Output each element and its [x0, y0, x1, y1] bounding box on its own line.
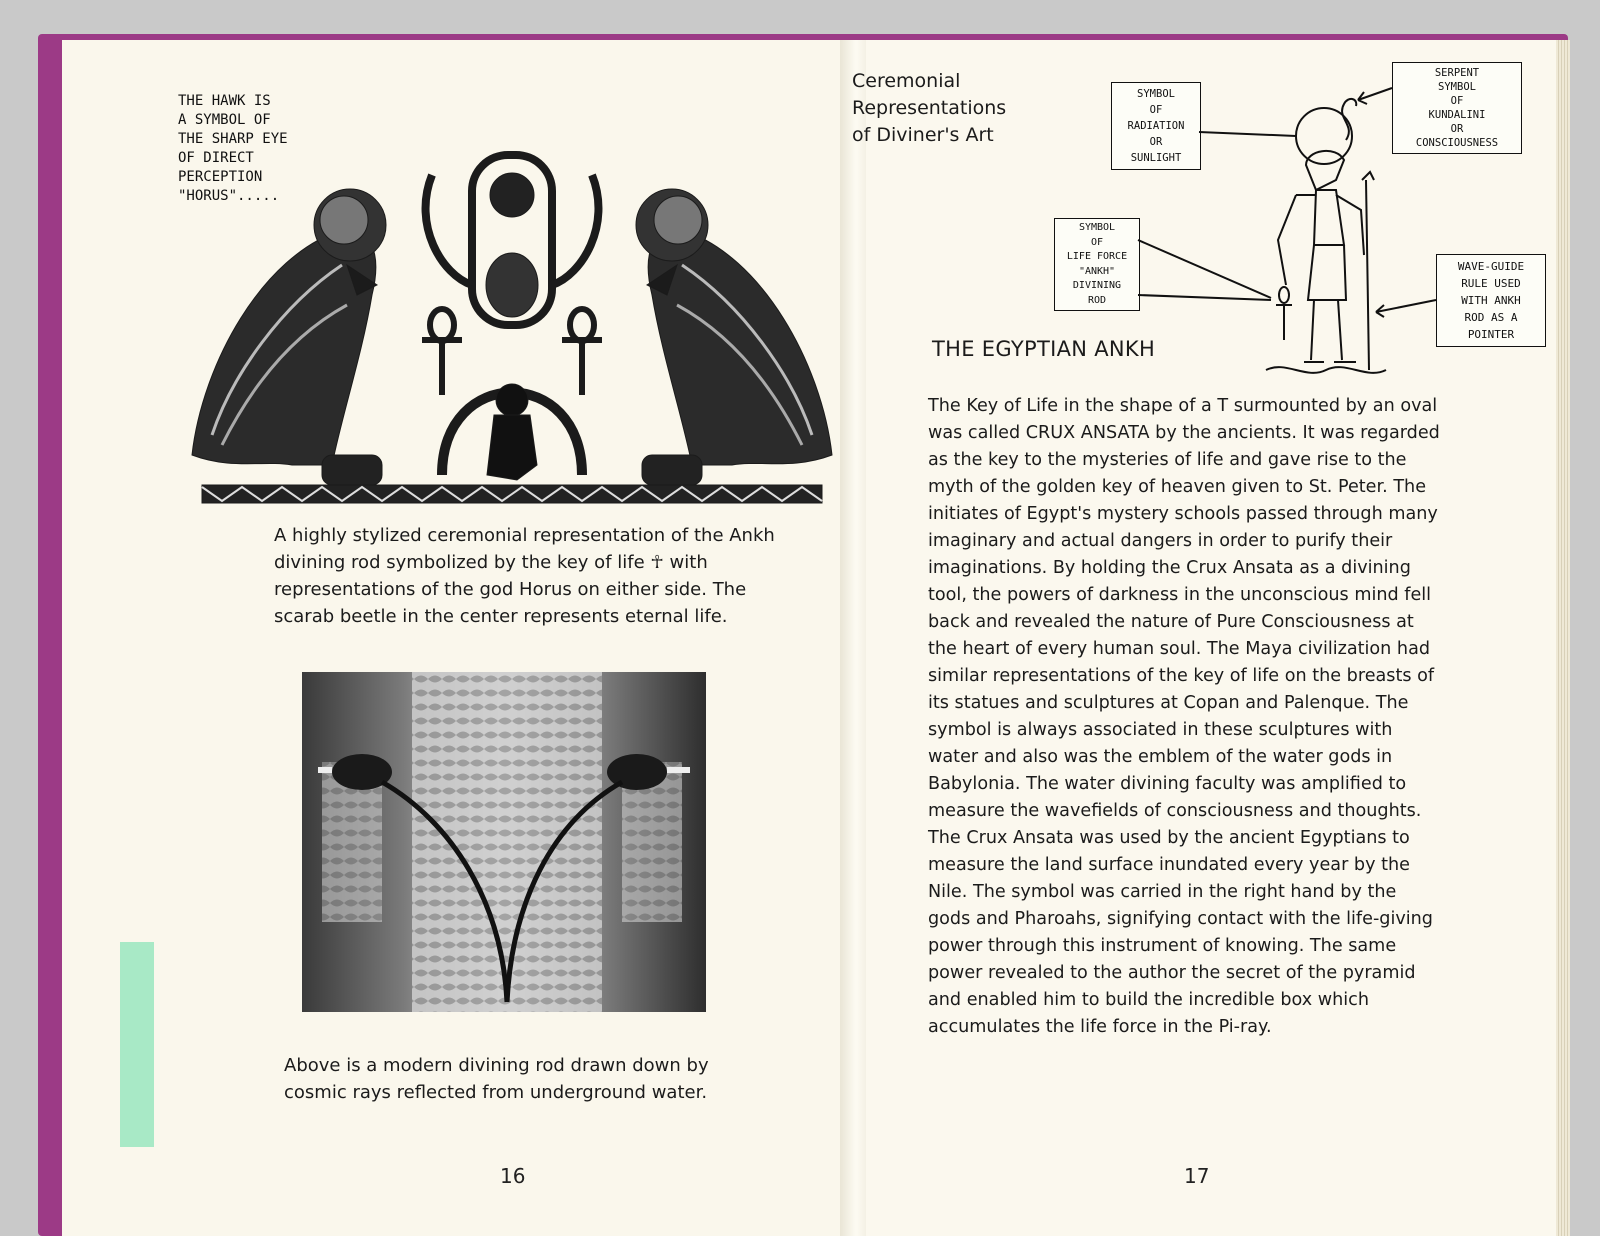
- hawk-note-line: A SYMBOL OF: [178, 112, 271, 128]
- box-line: OR: [1149, 136, 1163, 148]
- box-line: SUNLIGHT: [1130, 152, 1182, 164]
- box-line: LIFE FORCE: [1066, 251, 1128, 262]
- hawk-note-line: OF DIRECT: [178, 150, 254, 166]
- box-line: ROD AS A: [1464, 311, 1518, 324]
- page-number-left: 16: [500, 1164, 526, 1188]
- left-page: [62, 40, 852, 1236]
- right-page: [852, 40, 1558, 1236]
- ankh-pectoral-illustration: [172, 135, 852, 520]
- header-line: of Diviner's Art: [852, 124, 994, 146]
- divining-rod-photo: [302, 672, 706, 1012]
- section-title: THE EGYPTIAN ANKH: [932, 337, 1156, 361]
- photo-caption: Above is a modern divining rod drawn down by cosmic rays reflected from underground water.: [284, 1055, 709, 1103]
- box-line: SYMBOL: [1078, 222, 1116, 233]
- page-number-right: 17: [1184, 1164, 1210, 1188]
- box-line: RADIATION: [1127, 120, 1185, 132]
- header-line: Ceremonial: [852, 70, 961, 92]
- header-line: Representations: [852, 97, 1007, 119]
- box-line: ROD: [1087, 294, 1107, 306]
- box-line: DIVINING: [1072, 280, 1122, 291]
- box-line: "ANKH": [1078, 265, 1116, 277]
- hawk-note-line: "HORUS".....: [178, 188, 280, 204]
- box-line: OF: [1149, 104, 1163, 116]
- box-line: SERPENT: [1434, 67, 1480, 79]
- box-line: WAVE-GUIDE: [1457, 260, 1525, 273]
- box-line: SYMBOL: [1438, 81, 1476, 93]
- ankh-body-text: The Key of Life in the shape of a T surmounted by an oval was called CRUX ANSATA by the ancients. It was regarded as the key to the mysteries of life and gave rise to the myth of the golden key of heaven given to St. Peter. The initiates of Egypt's mystery schools passed through many imaginary and actual dangers in order to purify their imaginations. By holding the Crux Ansata as a divining tool, the powers of darkness in the unconscious mind fell back and revealed the nature of Pure Consciousness at the heart of every human soul. The Maya civilization had similar representations of the key of life on the breasts of its statues and sculptures at Copan and Palenque. The symbol is always associated in these sculptures with water and also was the emblem of the water gods in Babylonia. The water divining faculty was amplified to measure the wavefields of consciousness and thoughts. The Crux Ansata was used by the ancient Egyptians to measure the land surface inundated every year by the Nile. The symbol was carried in the right hand by the gods and Pharoahs, signifying contact with the life-giving power through this instrument of knowing. The same power revealed to the author the secret of the pyramid and enabled him to build the incredible box which accumulates the life force in the Pi-ray.: [928, 396, 1440, 1037]
- hawk-note-line: THE SHARP EYE: [178, 131, 288, 147]
- figure-caption: A highly stylized ceremonial representation of the Ankh divining rod symbolized by the key of life ☥ with representations of the god Horus on either side. The scarab beetle in the center represents eternal life.: [274, 525, 775, 627]
- bookmark-tab: [120, 942, 154, 1147]
- box-line: OF: [1450, 95, 1464, 107]
- box-line: POINTER: [1467, 328, 1515, 341]
- box-line: CONSCIOUSNESS: [1415, 137, 1499, 149]
- box-line: WITH ANKH: [1461, 294, 1521, 307]
- box-line: OF: [1090, 236, 1104, 248]
- page-edge: [1556, 40, 1570, 1236]
- box-line: KUNDALINI: [1428, 109, 1486, 121]
- box-line: RULE USED: [1461, 277, 1521, 290]
- hawk-note-line: PERCEPTION: [178, 169, 263, 185]
- box-line: SYMBOL: [1137, 88, 1175, 100]
- hawk-note-line: THE HAWK IS: [178, 93, 271, 109]
- box-line: OR: [1450, 123, 1464, 135]
